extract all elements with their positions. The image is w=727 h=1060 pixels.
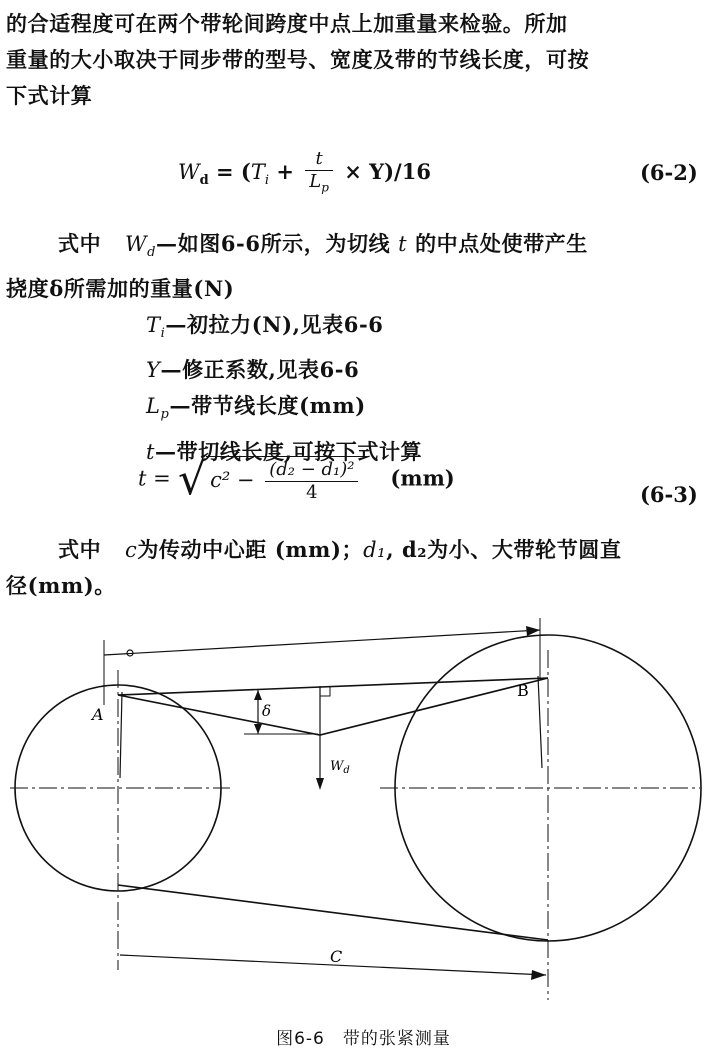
where1-lp-text: —带节线长度(mm) [169,393,366,419]
eq2-frac-num: (d₂ − d₁)² [265,459,358,482]
where1-y-var: Y [146,358,161,383]
belt-bottom-line [118,885,548,940]
equation-6-3-number: (6-3) [640,482,698,507]
where1-line-1 [6,226,718,271]
where2-d2-text: , d₂为小、大带轮节圆直 [386,537,622,562]
equation-6-2 [178,148,431,199]
eq1-times-y: × Y)/16 [344,158,431,184]
label-delta: δ [262,702,272,720]
label-b: B [517,681,529,700]
where1-line-2: 挠度δ所需加的重量(N) [6,276,235,302]
label-wd-sub: d [343,765,350,776]
label-wd-var: W [330,759,344,774]
equation-6-2-number: (6-2) [640,160,698,185]
point-a-tick [120,692,122,778]
delta-arrowhead-up [254,690,262,700]
eq1-plus: + [276,158,294,184]
where1-wd-var: W [124,232,148,256]
label-c: C [330,947,343,966]
point-b-tick [538,676,542,768]
where2-line-1 [6,532,718,568]
where1-y [6,352,718,388]
intro-line-2: 重量的大小取决于同步带的型号、宽度及带的节线长度，可按 [6,47,590,72]
where1-ti-var: T [146,313,161,338]
eq1-lhs-sub: d [199,172,209,188]
where2-c-var: c [124,538,138,562]
where1-lp-sub: p [160,407,170,423]
where1-y-text: —修正系数,见表6-6 [160,357,360,383]
where1-ti-sub: i [160,326,166,342]
where1-wd-tail: 的中点处使带产生 [415,231,588,256]
eq2-sqrt [178,456,368,504]
sqrt-icon: √ [178,454,207,505]
where1-lp-var: L [146,394,161,419]
where2-prefix: 式中 [58,537,102,562]
where1-wd-text: —如图6-6所示，为切线 [156,231,391,256]
eq1-frac-num: t [305,148,333,171]
eq1-frac-den-var: L [309,171,322,192]
where1-ti-text: —初拉力(N),见表6-6 [165,312,384,338]
intro-paragraph [6,6,718,114]
where2-line-2: 径(mm)。 [6,573,116,598]
where1-lp [6,388,718,433]
label-a: A [92,705,104,724]
eq1-ti-sub: i [264,172,270,188]
equation-6-3 [138,456,455,504]
where1-t-var: t [398,232,408,256]
delta-arrowhead-down [254,724,262,734]
eq2-lhs: t = [138,466,171,491]
top-dimension-line [104,630,540,655]
where1-wd-sub: d [147,245,157,261]
eq1-equals: = ( [216,158,251,184]
eq2-frac-den: 4 [306,482,318,503]
eq2-unit: (mm) [390,465,455,491]
where1-prefix: 式中 [58,231,102,256]
eq1-ti: T [250,159,265,184]
eq2-sqrt-body [206,456,368,504]
label-wd [330,759,350,776]
eq1-frac-den [305,171,333,199]
figure-caption: 图6-6 带的张紧测量 [276,1029,451,1049]
eq1-fraction [305,148,333,199]
intro-line-1: 的合适程度可在两个带轮间跨度中点上加重量来检验。所加 [6,11,568,36]
belt-tension-figure [0,610,727,1010]
eq2-c2: c² − [210,468,255,492]
eq1-lhs: W [178,159,200,184]
where2-c-text: 为传动中心距 (mm)； [137,537,364,562]
eq1-frac-den-sub: p [321,180,329,195]
c-dim-arrowhead [531,970,546,980]
where-block-1 [6,226,718,470]
where-block-2 [6,532,718,604]
eq2-fraction [265,459,358,504]
where1-t-def-var: t [146,439,156,464]
top-dim-arrowhead [526,626,540,636]
intro-line-3: 下式计算 [6,83,93,108]
where1-t-text: —带切线长度,可按下式计算 [155,438,423,464]
weight-arrowhead [316,778,324,790]
belt-top-line [118,678,548,695]
where1-ti [6,307,718,352]
where2-d1: d₁ [363,538,387,562]
